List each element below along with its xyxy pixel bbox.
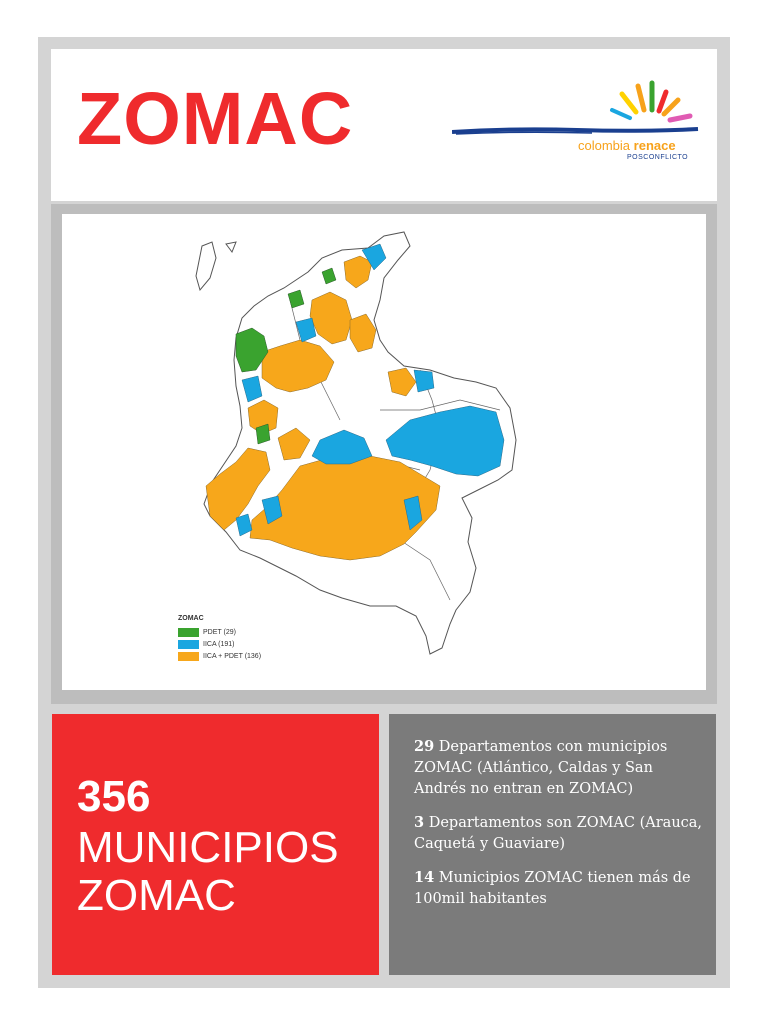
san-andres-outline: [196, 242, 216, 290]
legend-title: ZOMAC: [178, 615, 204, 622]
legend-swatch-green: [178, 628, 199, 637]
fact-number: 14: [414, 869, 435, 886]
facts-list: [414, 736, 704, 922]
fact-number: 3: [414, 814, 425, 831]
logo-subtitle: POSCONFLICTO: [627, 154, 689, 161]
fact-number: 29: [414, 738, 435, 755]
legend-swatch-orange: [178, 652, 199, 661]
colombia-zomac-map: [62, 214, 706, 690]
legend-swatch-blue: [178, 640, 199, 649]
page-title: ZOMAC: [77, 77, 354, 160]
highlight-line-2: ZOMAC: [77, 871, 236, 920]
legend-item-iica: [178, 638, 261, 650]
logo-text: colombia renace: [578, 138, 676, 153]
legend-label: PDET (29): [203, 628, 236, 636]
map-panel: [62, 214, 706, 690]
legend-label: IICA (191): [203, 640, 235, 648]
legend-label: IICA + PDET (136): [203, 652, 262, 660]
fact-text: Departamentos son ZOMAC (Arauca, Caquetá y Guaviare): [414, 815, 703, 852]
fact-text: Departamentos con municipios ZOMAC (Atlántico, Caldas y San Andrés no entran en ZOMAC): [414, 739, 668, 797]
fact-item: [414, 812, 704, 855]
fact-text: Municipios ZOMAC tienen más de 100mil habitantes: [414, 870, 691, 907]
highlight-line-1: MUNICIPIOS: [77, 823, 339, 872]
legend-item-pdet: [178, 626, 261, 638]
fact-item: [414, 736, 704, 800]
fact-item: [414, 867, 704, 910]
highlight-number: 356: [77, 772, 151, 821]
legend-item-iica-pdet: [178, 650, 261, 662]
map-legend: [178, 615, 261, 662]
